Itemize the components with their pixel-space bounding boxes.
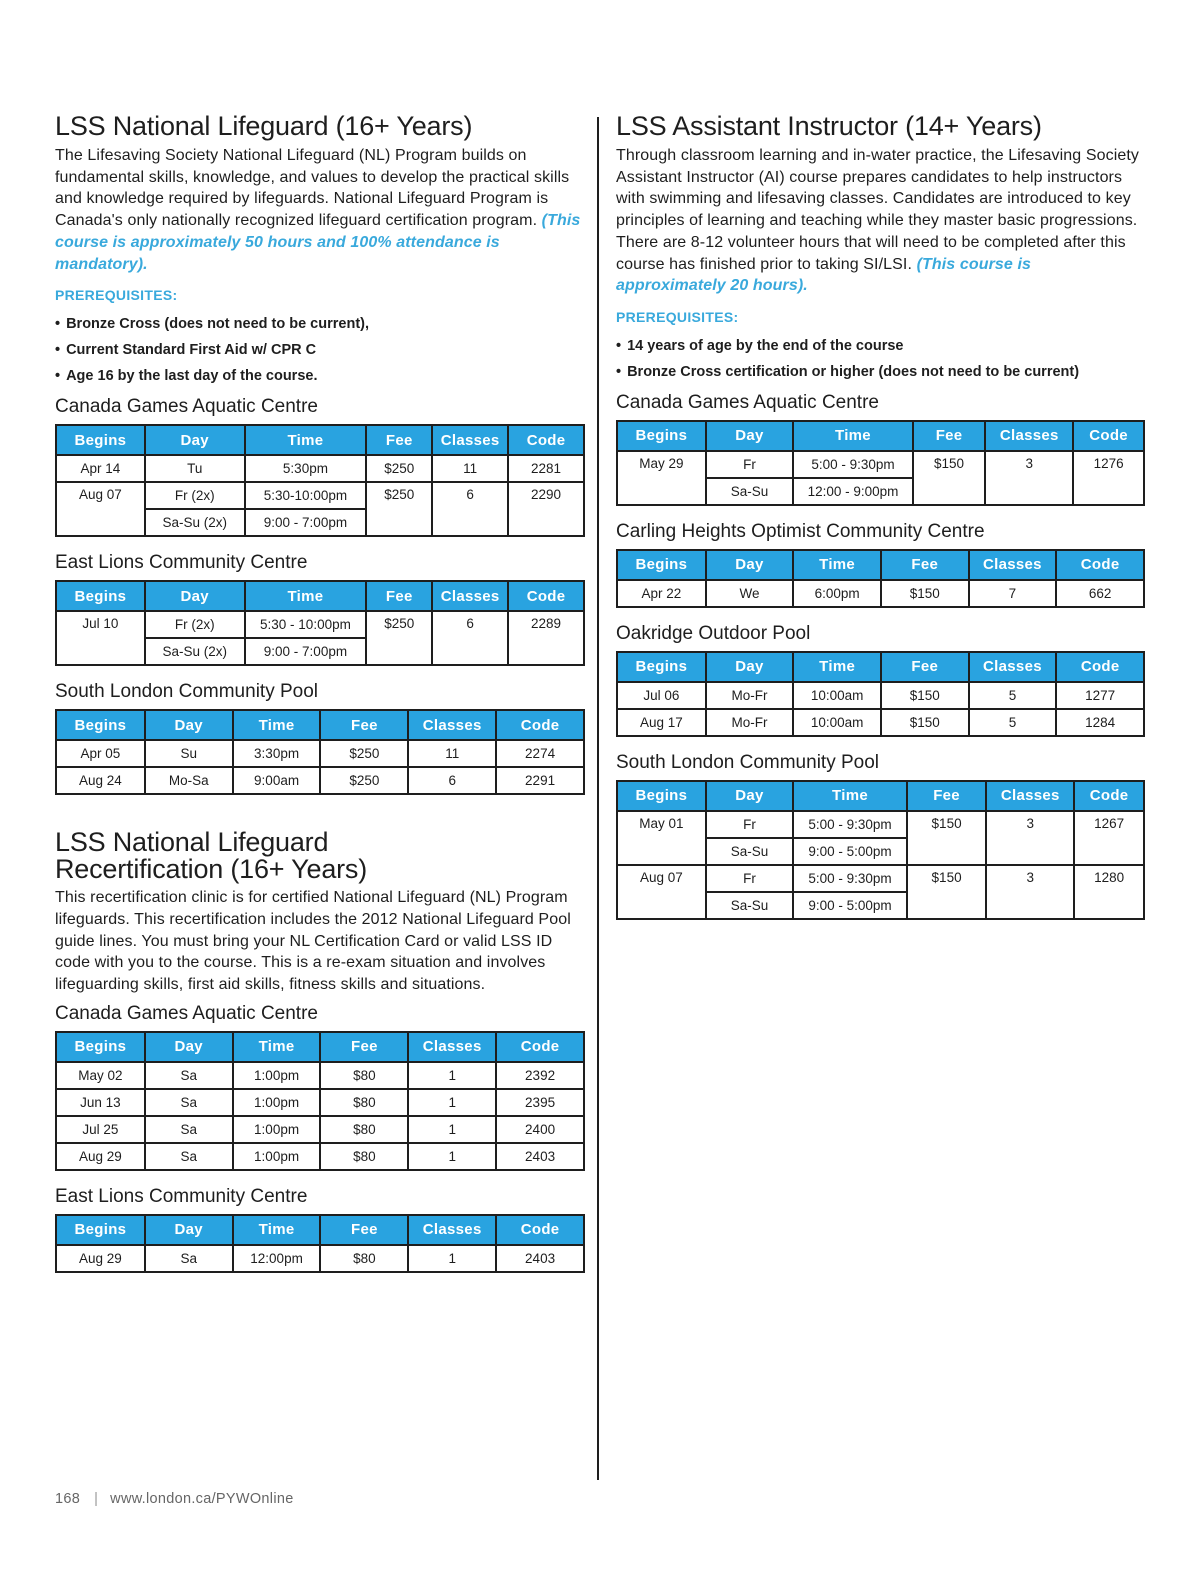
table-cell: 9:00 - 5:00pm: [793, 838, 906, 865]
ai-note: (This course is approximately 20 hours).: [616, 255, 1031, 295]
table-cell: $80: [320, 1089, 408, 1116]
table-cell: $250: [366, 455, 432, 482]
table-row: [56, 1116, 584, 1143]
footer-url[interactable]: www.london.ca/PYWOnline: [110, 1491, 294, 1507]
table-row: [56, 482, 584, 509]
table-row: [56, 740, 584, 767]
column-header: Fee: [913, 421, 986, 451]
table-cell: 2274: [496, 740, 584, 767]
table-cell: 5:30-10:00pm: [245, 482, 367, 509]
ai-schedule-table-4: [616, 780, 1145, 920]
table-cell: Fr: [706, 451, 794, 478]
table-cell: 2281: [508, 455, 584, 482]
nl-note: (This course is approximately 50 hours and 100% attendance is mandatory).: [55, 212, 581, 273]
table-cell: Mo-Fr: [706, 709, 794, 736]
table-cell: Sa: [145, 1143, 233, 1170]
table-cell: Sa-Su: [706, 838, 794, 865]
table-cell: Aug 07: [617, 865, 706, 919]
table-cell: 6:00pm: [793, 580, 881, 607]
table-cell: 1: [408, 1062, 496, 1089]
column-header: Time: [233, 1032, 321, 1062]
table-cell: Sa: [145, 1062, 233, 1089]
column-header: Classes: [969, 550, 1057, 580]
column-header: Day: [145, 710, 233, 740]
left-column: [55, 112, 585, 1287]
table-cell: Sa-Su (2x): [145, 509, 245, 536]
ai-prereq-heading: PREREQUISITES:: [616, 308, 739, 325]
column-divider: [597, 117, 599, 1480]
table-cell: $250: [366, 482, 432, 536]
ai-location-1: Canada Games Aquatic Centre: [616, 391, 879, 413]
column-header: Day: [145, 1215, 233, 1245]
table-cell: 5:00 - 9:30pm: [793, 811, 906, 838]
nl-location-2: East Lions Community Centre: [55, 552, 308, 574]
table-cell: 6: [408, 767, 496, 794]
table-cell: $150: [913, 451, 986, 505]
ai-description: Through classroom learning and in-water practice, the Lifesaving Society Assistant Instructor (AI) course prepares candidates to help instructors with swimming and lifesaving classes. Candidates are introduced to key principles of learning and teaching while they master basic progressions. There are 8-12 volunteer hours that will need to be completed after this course has finished prior to taking SI/LSI. (This course is approximately 20 hours).: [616, 147, 1140, 295]
right-column: [616, 112, 1145, 934]
table-cell: Apr 14: [56, 455, 145, 482]
table-cell: 6: [432, 611, 508, 665]
table-cell: 9:00 - 7:00pm: [245, 638, 367, 665]
table-cell: 5: [969, 682, 1057, 709]
table-cell: 5: [969, 709, 1057, 736]
table-cell: Aug 29: [56, 1245, 145, 1272]
column-header: Classes: [985, 421, 1073, 451]
column-header: Fee: [366, 425, 432, 455]
table-row: [56, 1245, 584, 1272]
table-cell: $80: [320, 1116, 408, 1143]
table-cell: 1284: [1056, 709, 1144, 736]
column-header: Classes: [408, 1215, 496, 1245]
column-header: Begins: [617, 550, 706, 580]
table-cell: Apr 22: [617, 580, 706, 607]
ai-location-2: Carling Heights Optimist Community Centre: [616, 520, 985, 542]
column-header: Time: [245, 581, 367, 611]
table-cell: $250: [320, 740, 408, 767]
table-cell: Sa: [145, 1089, 233, 1116]
column-header: Begins: [56, 1032, 145, 1062]
column-header: Fee: [320, 710, 408, 740]
column-header: Time: [793, 421, 912, 451]
prereq-item: • Bronze Cross (does not need to be current),: [55, 311, 585, 337]
recert-description: This recertification clinic is for certified National Lifeguard (NL) Program lifeguards. This recertification includes the 2012 National Lifeguard Pool guide lines. You must bring your NL Certification Card or valid LSS ID code with you to the course. This is a re-exam situation and involves lifeguarding skills, first aid skills, fitness skills and situations.: [55, 889, 571, 994]
column-header: Fee: [320, 1032, 408, 1062]
table-cell: $80: [320, 1062, 408, 1089]
column-header: Code: [508, 581, 584, 611]
recert-title-line-1: LSS National Lifeguard: [55, 827, 329, 858]
column-header: Time: [793, 781, 906, 811]
column-header: Fee: [881, 652, 969, 682]
table-cell: Jun 13: [56, 1089, 145, 1116]
column-header: Day: [145, 425, 245, 455]
column-header: Code: [1056, 652, 1144, 682]
table-cell: $150: [907, 811, 987, 865]
table-cell: 2395: [496, 1089, 584, 1116]
prereq-item: • Bronze Cross certification or higher (does not need to be current): [616, 359, 1145, 385]
column-header: Classes: [432, 581, 508, 611]
ai-schedule-table-2: [616, 549, 1145, 608]
table-cell: May 29: [617, 451, 706, 505]
table-row: [617, 865, 1144, 892]
prereq-item: • Age 16 by the last day of the course.: [55, 363, 585, 389]
table-cell: 1: [408, 1143, 496, 1170]
column-header: Day: [706, 421, 794, 451]
column-header: Begins: [617, 781, 706, 811]
column-header: Classes: [986, 781, 1074, 811]
table-cell: Fr: [706, 865, 794, 892]
table-cell: Fr (2x): [145, 482, 245, 509]
footer-separator: |: [94, 1491, 99, 1507]
table-cell: 10:00am: [793, 682, 881, 709]
page-footer: [55, 1491, 294, 1507]
table-cell: 1267: [1074, 811, 1144, 865]
column-header: Time: [245, 425, 367, 455]
table-cell: 1:00pm: [233, 1116, 321, 1143]
column-header: Code: [1074, 781, 1144, 811]
table-cell: 1: [408, 1116, 496, 1143]
table-cell: 5:30pm: [245, 455, 367, 482]
table-cell: Sa-Su (2x): [145, 638, 245, 665]
recert-location-1: Canada Games Aquatic Centre: [55, 1002, 318, 1024]
table-cell: Aug 07: [56, 482, 145, 536]
ai-location-3: Oakridge Outdoor Pool: [616, 622, 811, 644]
ai-title: LSS Assistant Instructor (14+ Years): [616, 111, 1042, 141]
table-cell: 11: [408, 740, 496, 767]
table-cell: 1: [408, 1245, 496, 1272]
table-cell: 2290: [508, 482, 584, 536]
column-header: Fee: [320, 1215, 408, 1245]
table-row: [617, 682, 1144, 709]
table-cell: 1:00pm: [233, 1062, 321, 1089]
table-cell: $150: [881, 580, 969, 607]
table-cell: Jul 25: [56, 1116, 145, 1143]
recert-schedule-table-1: [55, 1031, 585, 1171]
table-cell: 7: [969, 580, 1057, 607]
table-cell: Sa: [145, 1116, 233, 1143]
recert-title-line-2: Recertification (16+ Years): [55, 854, 368, 885]
table-cell: 5:00 - 9:30pm: [793, 451, 912, 478]
table-row: [56, 611, 584, 638]
column-header: Code: [508, 425, 584, 455]
column-header: Time: [793, 652, 881, 682]
table-row: [617, 709, 1144, 736]
column-header: Code: [496, 1032, 584, 1062]
table-cell: Tu: [145, 455, 245, 482]
nl-schedule-table-2: [55, 580, 585, 666]
column-header: Day: [145, 1032, 233, 1062]
table-cell: Fr (2x): [145, 611, 245, 638]
table-cell: 12:00 - 9:00pm: [793, 478, 912, 505]
column-header: Begins: [617, 652, 706, 682]
table-cell: 12:00pm: [233, 1245, 321, 1272]
column-header: Code: [1073, 421, 1144, 451]
table-cell: 3: [985, 451, 1073, 505]
column-header: Time: [233, 710, 321, 740]
column-header: Day: [145, 581, 245, 611]
column-header: Fee: [881, 550, 969, 580]
table-cell: $250: [366, 611, 432, 665]
table-cell: 2403: [496, 1245, 584, 1272]
column-header: Time: [793, 550, 881, 580]
table-cell: 3: [986, 811, 1074, 865]
table-cell: Sa: [145, 1245, 233, 1272]
column-header: Code: [496, 710, 584, 740]
table-row: [617, 451, 1144, 478]
table-cell: 2400: [496, 1116, 584, 1143]
column-header: Day: [706, 652, 794, 682]
nl-prereq-heading: PREREQUISITES:: [55, 287, 178, 304]
recert-location-2: East Lions Community Centre: [55, 1185, 308, 1207]
nl-location-1: Canada Games Aquatic Centre: [55, 396, 318, 418]
ai-location-4: South London Community Pool: [616, 751, 879, 773]
table-cell: 2289: [508, 611, 584, 665]
table-cell: 9:00 - 7:00pm: [245, 509, 367, 536]
nl-location-3: South London Community Pool: [55, 681, 318, 703]
table-row: [56, 1143, 584, 1170]
table-cell: May 02: [56, 1062, 145, 1089]
column-header: Fee: [366, 581, 432, 611]
table-cell: Apr 05: [56, 740, 145, 767]
table-cell: Aug 17: [617, 709, 706, 736]
ai-prereq-list: [616, 333, 1145, 385]
column-header: Fee: [907, 781, 987, 811]
table-row: [56, 767, 584, 794]
table-cell: 1:00pm: [233, 1143, 321, 1170]
ai-schedule-table-3: [616, 651, 1145, 737]
table-cell: $80: [320, 1143, 408, 1170]
column-header: Begins: [56, 710, 145, 740]
table-cell: Jul 10: [56, 611, 145, 665]
table-cell: 3: [986, 865, 1074, 919]
table-cell: Sa-Su: [706, 478, 794, 505]
table-cell: $150: [881, 709, 969, 736]
column-header: Classes: [408, 1032, 496, 1062]
column-header: Begins: [56, 581, 145, 611]
prereq-item: • 14 years of age by the end of the course: [616, 333, 1145, 359]
table-cell: Jul 06: [617, 682, 706, 709]
table-cell: Fr: [706, 811, 794, 838]
ai-schedule-table-1: [616, 420, 1145, 506]
table-cell: 2291: [496, 767, 584, 794]
table-cell: 2392: [496, 1062, 584, 1089]
column-header: Classes: [969, 652, 1057, 682]
table-cell: We: [706, 580, 794, 607]
table-cell: Aug 24: [56, 767, 145, 794]
table-cell: 1276: [1073, 451, 1144, 505]
table-cell: 1:00pm: [233, 1089, 321, 1116]
column-header: Day: [706, 550, 794, 580]
table-cell: 1280: [1074, 865, 1144, 919]
table-cell: 5:30 - 10:00pm: [245, 611, 367, 638]
column-header: Day: [706, 781, 794, 811]
table-row: [617, 811, 1144, 838]
nl-description: The Lifesaving Society National Lifeguard (NL) Program builds on fundamental skills, knowledge, and values to develop the practical skills and knowledge required by lifeguards. National Lifeguard Program is Canada's only nationally recognized lifeguard certification program. (This course is approximately 50 hours and 100% attendance is mandatory).: [55, 147, 581, 273]
table-row: [56, 1062, 584, 1089]
table-cell: Sa-Su: [706, 892, 794, 919]
prereq-item: • Current Standard First Aid w/ CPR C: [55, 337, 585, 363]
table-cell: Mo-Sa: [145, 767, 233, 794]
column-header: Classes: [432, 425, 508, 455]
table-row: [617, 580, 1144, 607]
table-cell: 5:00 - 9:30pm: [793, 865, 906, 892]
nl-schedule-table-3: [55, 709, 585, 795]
column-header: Begins: [56, 1215, 145, 1245]
column-header: Begins: [617, 421, 706, 451]
nl-schedule-table-1: [55, 424, 585, 537]
table-cell: 10:00am: [793, 709, 881, 736]
table-cell: 662: [1056, 580, 1144, 607]
table-cell: $250: [320, 767, 408, 794]
table-cell: $80: [320, 1245, 408, 1272]
table-cell: Su: [145, 740, 233, 767]
page-number: 168: [55, 1491, 81, 1507]
nl-prereq-list: [55, 311, 585, 389]
table-cell: $150: [907, 865, 987, 919]
column-header: Time: [233, 1215, 321, 1245]
table-cell: $150: [881, 682, 969, 709]
column-header: Code: [496, 1215, 584, 1245]
table-row: [56, 1089, 584, 1116]
table-row: [56, 455, 584, 482]
table-cell: Aug 29: [56, 1143, 145, 1170]
table-cell: Mo-Fr: [706, 682, 794, 709]
table-cell: 1: [408, 1089, 496, 1116]
table-cell: May 01: [617, 811, 706, 865]
table-cell: 9:00am: [233, 767, 321, 794]
table-cell: 6: [432, 482, 508, 536]
table-cell: 9:00 - 5:00pm: [793, 892, 906, 919]
column-header: Code: [1056, 550, 1144, 580]
nl-title: LSS National Lifeguard (16+ Years): [55, 111, 473, 141]
table-cell: 2403: [496, 1143, 584, 1170]
recert-schedule-table-2: [55, 1214, 585, 1273]
column-header: Begins: [56, 425, 145, 455]
table-cell: 1277: [1056, 682, 1144, 709]
table-cell: 11: [432, 455, 508, 482]
table-cell: 3:30pm: [233, 740, 321, 767]
column-header: Classes: [408, 710, 496, 740]
